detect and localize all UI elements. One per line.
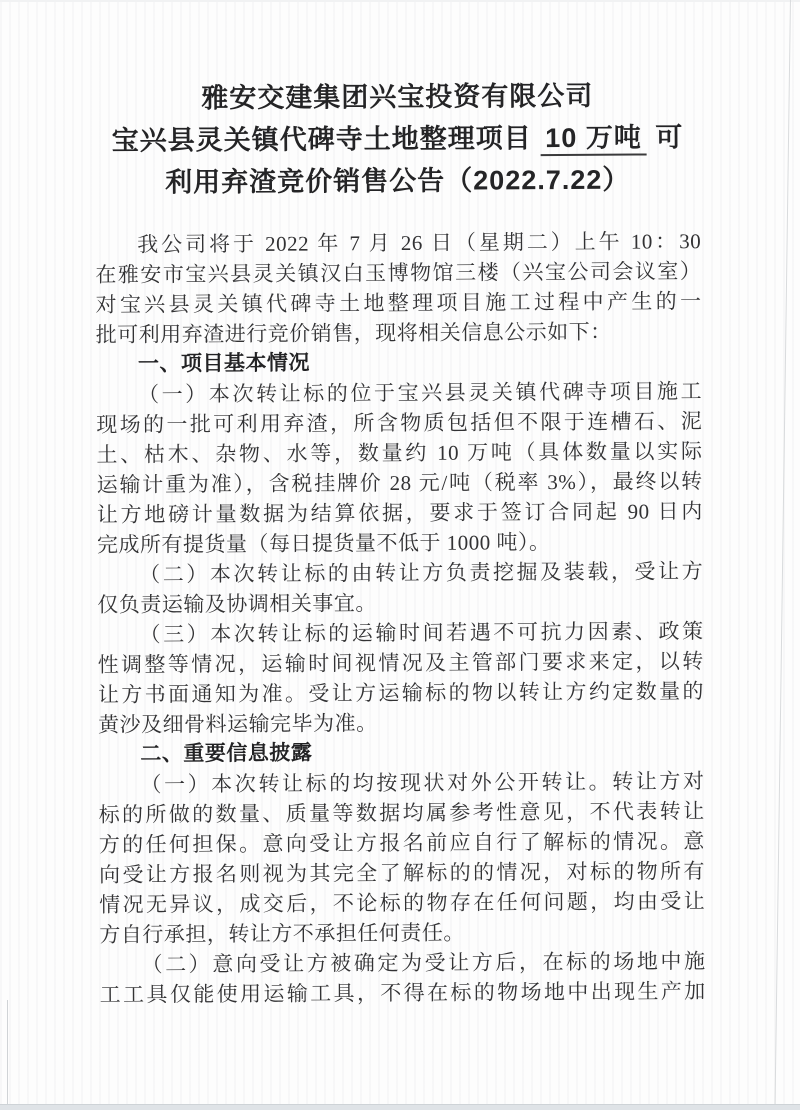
document-body [95,226,706,1010]
body-line: 在雅安市宝兴县灵关镇汉白玉博物馆三楼（兴宝公司会议室） [95,259,702,287]
underlined-quantity: 10 万吨 [540,122,647,156]
body-line: 让方地磅计量数据为结算依据，要求于签订合同起 90 日内 [96,499,703,527]
body-line: （一）本次转让标的位于宝兴县灵关镇代碑寺项目施工 [138,379,703,407]
title-line-3: 利用弃渣竞价销售公告（2022.7.22） [165,164,631,198]
body-line: （三）本次转让标的运输时间若遇不可抗力因素、政策 [139,619,704,647]
body-line: 批可利用弃渣进行竞价销售，现将相关信息公示如下： [95,319,612,347]
scan-edge-left [7,1000,8,1110]
body-line: 让方书面通知为准。受让方运输标的物以转让方约定数量的 [97,679,704,707]
body-line: 我公司将于 2022 年 7 月 26 日（星期二）上午 10：30 [137,229,702,257]
body-line: 运输计重为准），含税挂牌价 28 元/吨（税率 3%），最终以转 [96,469,703,497]
body-line: （二）本次转让标的由转让方负责挖掘及装载，受让方 [139,559,704,587]
body-line: （一）本次转让标的均按现状对外公开转让。转让方对 [140,769,705,797]
body-line: 性调整等情况，运输时间视情况及主管部门要求来定，以转 [97,649,704,677]
title-line-2 [94,116,700,162]
scan-edge-top [0,0,800,2]
body-line: 向受让方报名则视为其完全了解标的的情况，对标的物所有 [98,859,706,887]
body-line: （二）意向受让方被确定为受让方后，在标的场地中施 [141,949,706,977]
body-line: 工工具仅能使用运输工具，不得在标的物场地中出现生产加 [99,979,706,1007]
body-line: 情况无异议，成交后，不论标的物存在任何问题，均由受让 [99,889,706,917]
body-line: 土、枯木、杂物、水等，数量约 10 万吨（具体数量以实际 [96,439,703,467]
body-line: 仅负责运输及协调相关事宜。 [97,591,377,617]
title-line-2-suffix: 可 [646,122,684,153]
scan-edge-bottom [0,1104,800,1110]
body-line: 标的所做的数量、质量等数据均属参考性意见，不代表转让 [98,799,705,827]
body-line: 方的任何担保。意向受让方报名前应自行了解标的情况。意 [98,829,705,857]
body-line: 方自行承担，转让方不承担任何责任。 [99,920,465,947]
section-heading: 二、重要信息披露 [140,741,313,766]
title-line-2-prefix: 宝兴县灵关镇代碑寺土地整理项目 [111,123,541,156]
title-line-1: 雅安交建集团兴宝投资有限公司 [201,80,594,114]
body-line: 完成所有提货量（每日提货量不低于 1000 吨）。 [96,530,551,557]
body-line: 黄沙及细骨料运输完毕为准。 [98,711,378,737]
section-heading: 一、项目基本情况 [137,351,310,376]
scan-edge-right [774,0,791,1110]
body-line: 现场的一批可利用弃渣，所含物质包括但不限于连槽石、泥 [96,409,703,437]
body-line: 对宝兴县灵关镇代碑寺土地整理项目施工过程中产生的一 [95,289,702,317]
document-title [94,74,701,204]
document-content [94,74,706,1010]
